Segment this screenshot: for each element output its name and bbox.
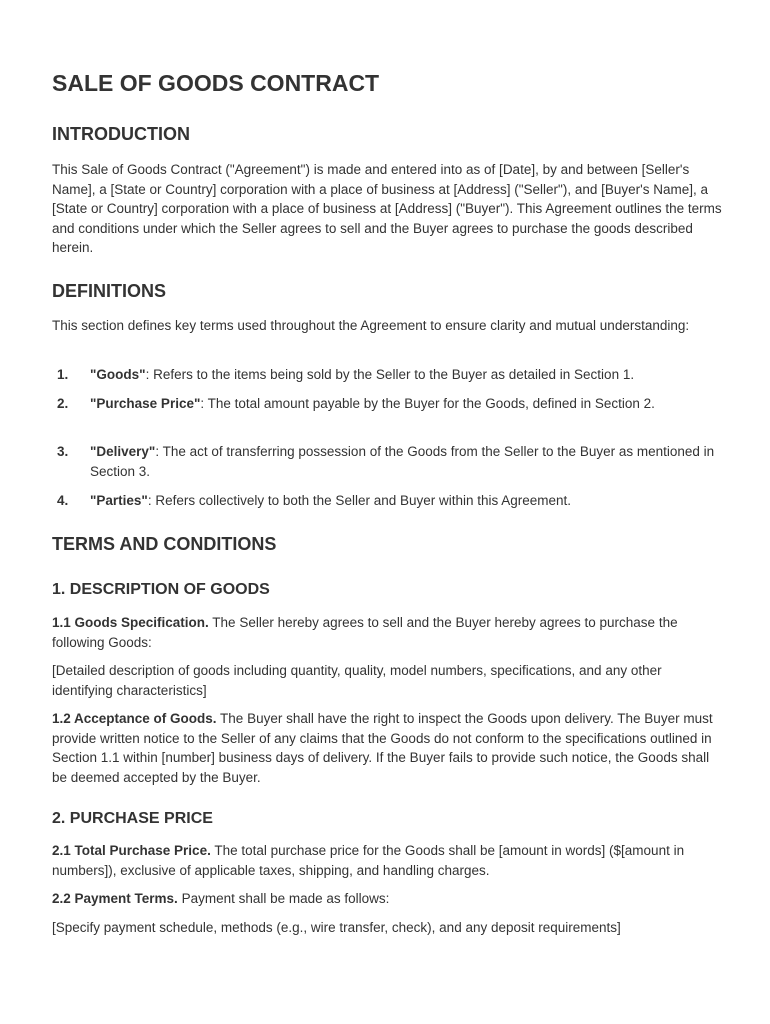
section-1-1-label: 1.1 Goods Specification.	[52, 615, 209, 630]
section-2-2-paragraph	[52, 889, 722, 909]
definitions-intro: This section defines key terms used throughout the Agreement to ensure clarity and mutual understanding:	[52, 318, 690, 333]
section-1-1-text: The Seller hereby agrees to sell and the Buyer hereby agrees to purchase the following Goods:	[52, 615, 678, 650]
definition-number: 4.	[57, 493, 69, 508]
section-1-2-text: The Buyer shall have the right to inspect the Goods upon delivery. The Buyer must provide written notice to the Seller of any claims that the Goods do not conform to the specifications outlined in Section 1.1 within [number] business days of delivery. If the Buyer fails to provide such notice, the Goods shall be deemed accepted by the Buyer.	[52, 711, 713, 785]
definitions-heading: DEFINITIONS	[52, 281, 167, 301]
section-2-1-paragraph	[52, 841, 722, 880]
definition-description: : The act of transferring possession of the Goods from the Seller to the Buyer as mentioned in Section 3.	[90, 444, 715, 479]
document-title: SALE OF GOODS CONTRACT	[52, 70, 380, 96]
section-1-1-paragraph	[52, 613, 722, 652]
definition-text-block	[90, 394, 680, 414]
definition-description: : Refers to the items being sold by the Seller to the Buyer as detailed in Section 1.	[145, 367, 635, 382]
section-2-heading: 2. PURCHASE PRICE	[52, 810, 213, 827]
definition-term: "Goods"	[90, 367, 146, 382]
definition-text-block	[90, 442, 726, 481]
section-2-2-text: Payment shall be made as follows:	[177, 891, 390, 906]
definition-number: 1.	[57, 367, 69, 382]
definition-text-block	[90, 365, 726, 385]
definition-term: "Parties"	[90, 493, 148, 508]
section-2-1-label: 2.1 Total Purchase Price.	[52, 843, 211, 858]
section-2-1-text: The total purchase price for the Goods shall be [amount in words] ($[amount in numbers]), exclusive of applicable taxes, shipping, and handling charges.	[52, 843, 685, 878]
introduction-paragraph: This Sale of Goods Contract ("Agreement") is made and entered into as of [Date], by and between [Seller's Name], a [State or Country] corporation with a place of business at [Address] ("Seller"), and [Buyer's Name], a [State or Country] corporation with a place of business at [Address] ("Buyer"). This Agreement outlines the terms and conditions under which the Seller agrees to sell and the Buyer agrees to purchase the goods described herein.	[52, 162, 722, 256]
definition-description: : The total amount payable by the Buyer for the Goods, defined in Section 2.	[200, 396, 655, 411]
section-1-heading: 1. DESCRIPTION OF GOODS	[52, 581, 270, 598]
goods-description-placeholder: [Detailed description of goods including quantity, quality, model numbers, specifications, and any other identifying characteristics]	[52, 663, 662, 698]
definition-term: "Delivery"	[90, 444, 156, 459]
section-1-2-label: 1.2 Acceptance of Goods.	[52, 711, 217, 726]
definition-description: : Refers collectively to both the Seller and Buyer within this Agreement.	[147, 493, 572, 508]
section-1-2-paragraph	[52, 709, 722, 787]
definition-number: 3.	[57, 444, 69, 459]
section-2-2-label: 2.2 Payment Terms.	[52, 891, 178, 906]
introduction-heading: INTRODUCTION	[52, 124, 190, 144]
definition-term: "Purchase Price"	[90, 396, 201, 411]
definition-text-block	[90, 491, 726, 511]
terms-heading: TERMS AND CONDITIONS	[52, 534, 277, 554]
definition-number: 2.	[57, 396, 69, 411]
payment-terms-placeholder: [Specify payment schedule, methods (e.g., wire transfer, check), and any deposit requirements]	[52, 920, 621, 935]
